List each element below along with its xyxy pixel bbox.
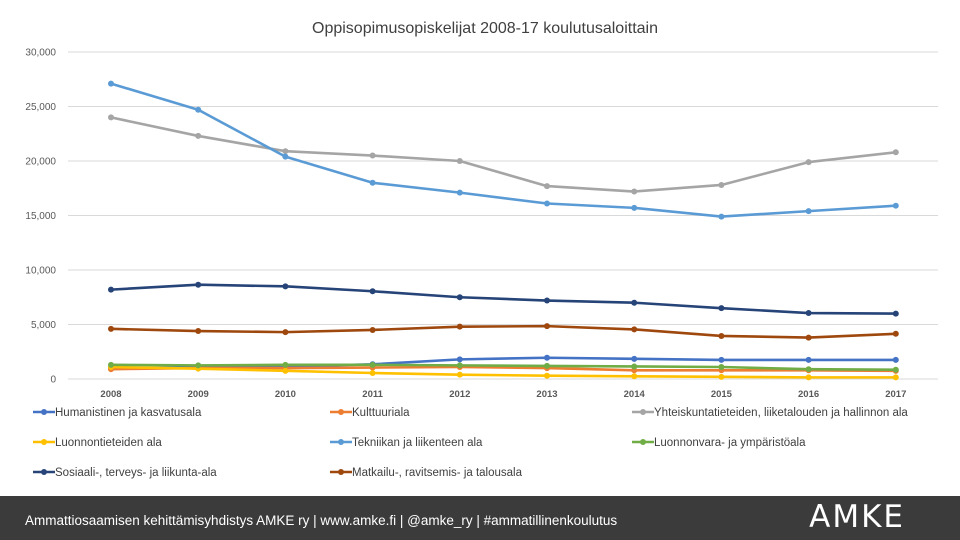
x-tick-label: 2014 (623, 389, 645, 400)
data-point (457, 190, 463, 196)
y-tick-label: 20,000 (25, 156, 56, 168)
data-point (631, 356, 637, 362)
data-point (893, 357, 899, 363)
y-axis-ticks (25, 48, 56, 386)
data-point (806, 374, 812, 380)
legend-item (330, 437, 483, 449)
data-point (718, 357, 724, 363)
legend-item (33, 437, 162, 449)
legend-swatch-marker (640, 409, 646, 415)
data-point (370, 327, 376, 333)
data-point (893, 311, 899, 317)
data-point (195, 282, 201, 288)
x-tick-label: 2010 (274, 389, 296, 400)
data-point (718, 305, 724, 311)
y-tick-label: 10,000 (25, 265, 56, 277)
legend-item (632, 407, 908, 419)
legend-swatch-marker (41, 439, 47, 445)
data-point (282, 329, 288, 335)
y-tick-label: 25,000 (25, 102, 56, 113)
data-point (631, 326, 637, 332)
data-point (282, 368, 288, 374)
legend-swatch-marker (41, 409, 47, 415)
data-point (893, 331, 899, 337)
data-point (370, 288, 376, 294)
data-point (544, 201, 550, 207)
series-7 (108, 282, 899, 317)
x-tick-label: 2017 (885, 389, 907, 400)
x-tick-label: 2012 (449, 389, 471, 400)
data-point (806, 357, 812, 363)
data-point (893, 374, 899, 380)
legend-item (632, 437, 806, 449)
legend-label: Matkailu-, ravitsemis- ja talousala (352, 467, 523, 479)
footer-bar (0, 496, 960, 540)
legend-item (33, 467, 217, 479)
data-point (457, 362, 463, 368)
legend-item (33, 407, 202, 419)
data-point (457, 356, 463, 362)
data-point (544, 183, 550, 189)
data-point (108, 362, 114, 368)
data-point (631, 205, 637, 211)
data-point (893, 203, 899, 209)
x-tick-label: 2008 (100, 389, 122, 400)
x-axis-ticks (100, 389, 906, 400)
series-line (111, 84, 896, 217)
data-point (457, 158, 463, 164)
data-point (718, 182, 724, 188)
legend (33, 407, 908, 479)
data-point (195, 107, 201, 113)
legend-swatch-marker (640, 439, 646, 445)
legend-label: Yhteiskuntatieteiden, liiketalouden ja hallinnon ala (654, 407, 908, 419)
data-point (631, 300, 637, 306)
y-tick-label: 15,000 (25, 211, 56, 222)
series-line (111, 117, 896, 191)
data-point (457, 372, 463, 378)
data-point (544, 355, 550, 361)
series-lines (108, 81, 899, 381)
data-point (457, 324, 463, 330)
legend-swatch-marker (338, 469, 344, 475)
data-point (108, 81, 114, 87)
legend-swatch-marker (338, 439, 344, 445)
data-point (806, 159, 812, 165)
data-point (718, 374, 724, 380)
series-line (111, 326, 896, 337)
data-point (108, 287, 114, 293)
legend-label: Tekniikan ja liikenteen ala (352, 437, 483, 449)
data-point (631, 189, 637, 195)
data-point (370, 153, 376, 159)
data-point (718, 214, 724, 220)
x-tick-label: 2016 (798, 389, 820, 400)
data-point (544, 373, 550, 379)
data-point (195, 362, 201, 368)
data-point (282, 148, 288, 154)
data-point (806, 335, 812, 341)
legend-item (330, 467, 523, 479)
series-5 (108, 81, 899, 220)
data-point (544, 298, 550, 304)
data-point (718, 333, 724, 339)
data-point (282, 362, 288, 368)
legend-label: Humanistinen ja kasvatusala (55, 407, 202, 419)
data-point (544, 323, 550, 329)
data-point (108, 114, 114, 120)
data-point (544, 363, 550, 369)
data-point (631, 373, 637, 379)
data-point (806, 208, 812, 214)
data-point (370, 370, 376, 376)
data-point (195, 328, 201, 334)
y-tick-label: 0 (50, 374, 56, 386)
legend-label: Luonnontieteiden ala (55, 437, 162, 449)
data-point (370, 180, 376, 186)
amke-logo: AMKE (809, 499, 905, 535)
legend-swatch-marker (41, 469, 47, 475)
legend-label: Luonnonvara- ja ympäristöala (654, 437, 806, 449)
legend-label: Sosiaali-, terveys- ja liikunta-ala (55, 467, 217, 479)
x-tick-label: 2015 (710, 389, 732, 400)
legend-label: Kulttuuriala (352, 407, 410, 419)
legend-swatch-marker (338, 409, 344, 415)
y-tick-label: 30,000 (25, 47, 56, 59)
data-point (195, 133, 201, 139)
x-tick-label: 2009 (187, 389, 209, 400)
data-point (631, 363, 637, 369)
data-point (370, 362, 376, 368)
data-point (893, 149, 899, 155)
x-tick-label: 2011 (362, 389, 383, 400)
y-tick-label: 5,000 (30, 320, 56, 331)
data-point (718, 364, 724, 370)
data-point (806, 310, 812, 316)
series-line (111, 285, 896, 314)
data-point (108, 326, 114, 332)
data-point (806, 366, 812, 372)
x-tick-label: 2013 (536, 389, 558, 400)
data-point (457, 294, 463, 300)
chart-title: Oppisopimusopiskelijat 2008-17 koulutusaloittain (312, 20, 658, 37)
data-point (893, 367, 899, 373)
series-8 (108, 323, 899, 340)
data-point (282, 154, 288, 160)
footer-text: Ammattiosaamisen kehittämisyhdistys AMKE ry | www.amke.fi | @amke_ry | #ammatillinenkoulutus (25, 513, 618, 528)
legend-item (330, 407, 410, 419)
data-point (282, 283, 288, 289)
